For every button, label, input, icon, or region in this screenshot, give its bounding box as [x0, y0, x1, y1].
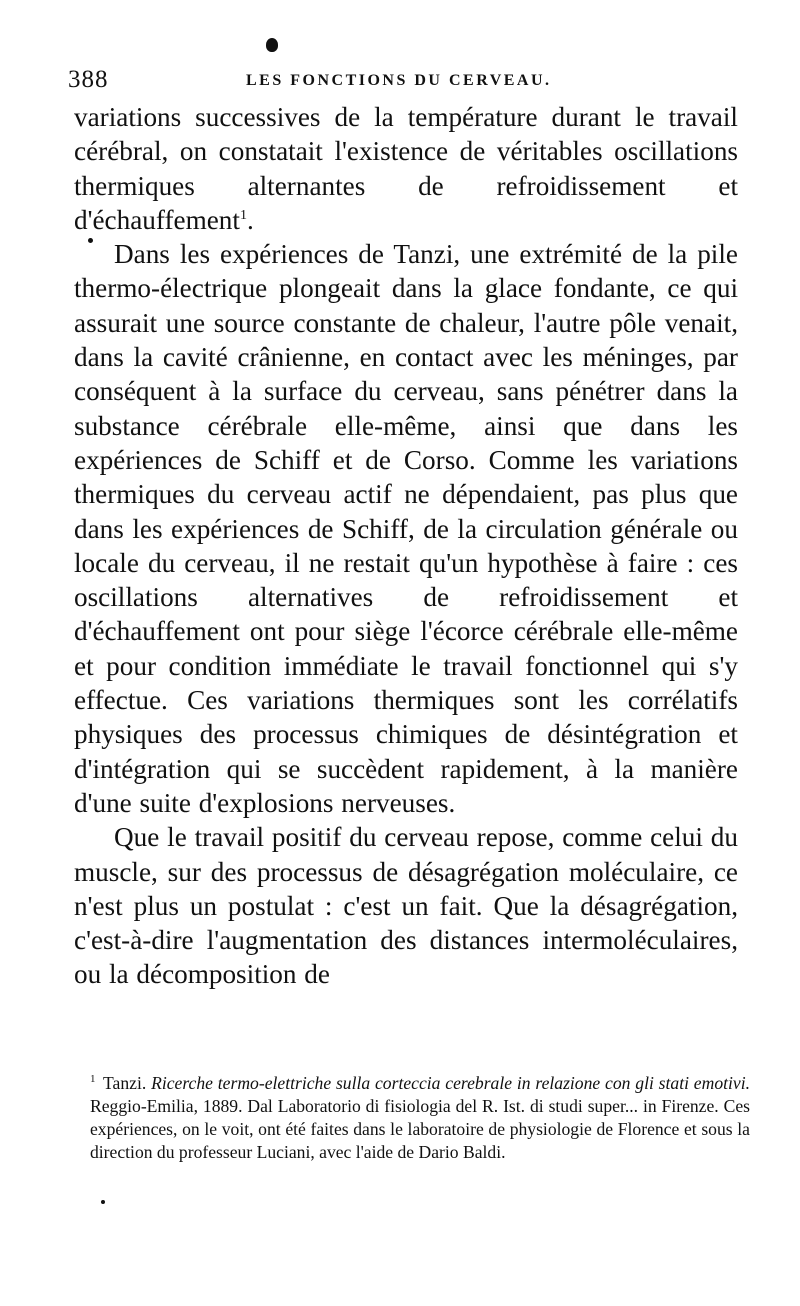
paragraph-2: Dans les expériences de Tanzi, une extrémité de la pile thermo-électrique plongeait dans la glace fondante, ce qui assurait une source constante de chaleur, l'autre pôle venait, dans la cavité crânienne, en contact avec les méninges, par conséquent à la surface du cerveau, sans pénétrer dans la substance cérébrale elle-même, ainsi que dans les expériences de Schiff et de Corso. Comme les variations thermiques du cerveau actif ne dépendaient, pas plus que dans les expériences de Schiff, de la circulation générale ou locale du cerveau, il ne restait qu'un hypothèse à faire : ces oscillations alternatives de refroidissement et d'échauffement ont pour siège l'écorce cérébrale elle-même et pour condition immédiate le travail fonctionnel qui s'y effectue. Ces variations thermiques sont les corrélatifs physiques des processus chimiques de désintégration et d'intégration qui se succèdent rapidement, à la manière d'une suite d'explosions nerveuses.	[74, 239, 738, 818]
footnote-title: Ricerche termo-elettriche sulla corteccia cerebrale in relazione con gli stati emotivi.	[151, 1073, 750, 1093]
running-title: LES FONCTIONS DU CERVEAU.	[246, 72, 552, 89]
footnote-author: Tanzi.	[103, 1073, 147, 1093]
paragraph-1-end: .	[246, 204, 254, 235]
paragraph-1-text: variations successives de la température durant le travail cérébral, on constatait l'existence de véritables oscillations thermiques alternantes de refroidissement et d'échauffement	[74, 102, 738, 235]
paragraph-3: Que le travail positif du cerveau repose, comme celui du muscle, sur des processus de désagrégation moléculaire, ce n'est plus un postulat : c'est un fait. Que la désagrégation, c'est-à-dire l'augmentation des distances intermoléculaires, ou la décomposition de	[74, 822, 738, 990]
ink-blot-mark	[266, 38, 278, 52]
page-number: 388	[68, 66, 109, 93]
footnote-marker: 1	[90, 1073, 96, 1086]
footnote	[90, 1072, 750, 1164]
paragraph-1	[74, 100, 738, 237]
main-text	[74, 100, 738, 992]
footnote-reference: 1	[239, 207, 247, 223]
bottom-dot-mark	[101, 1200, 105, 1204]
footnote-text: Reggio-Emilia, 1889. Dal Laboratorio di fisiologia del R. Ist. di studi super... in Firenze. Ces expériences, on le voit, ont été faites dans le laboratoire de physiologie de Florence et sous la direction du professeur Luciani, avec l'aide de Dario Baldi.	[90, 1096, 750, 1162]
